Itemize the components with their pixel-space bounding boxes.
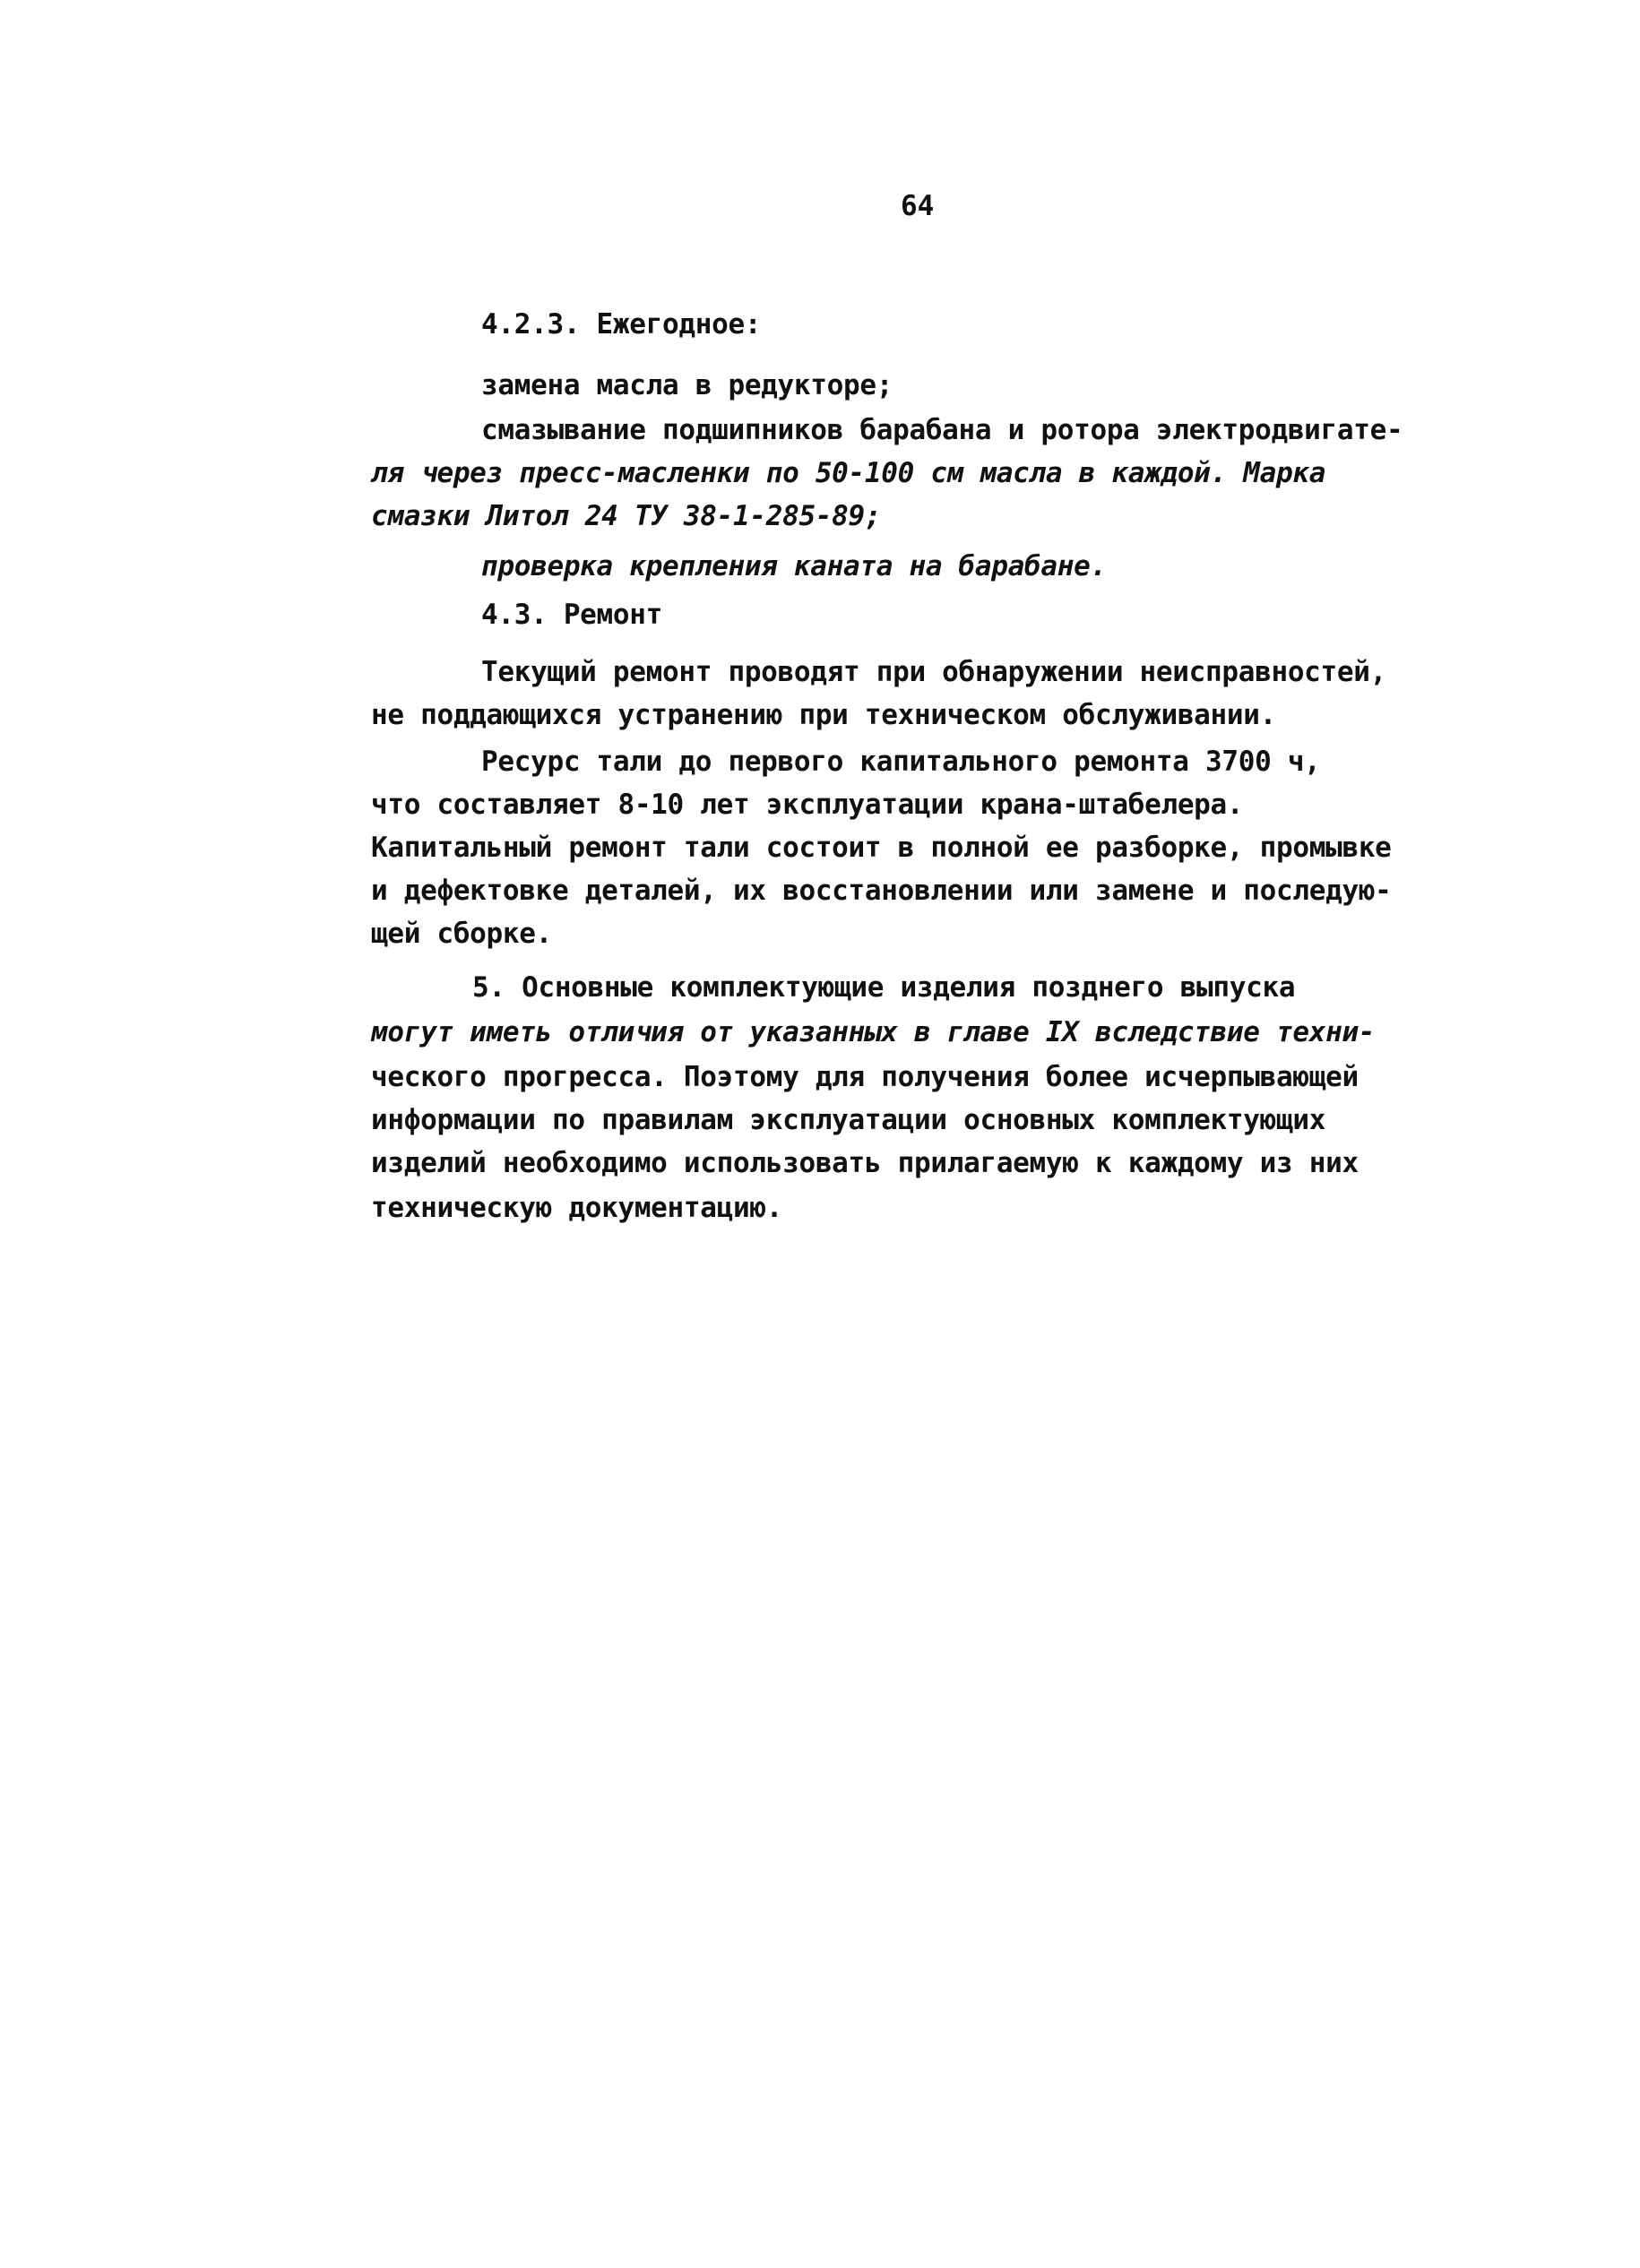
list-item-lubrication-line-2: ля через пресс-масленки по 50-100 см масла в каждой. Марка: [371, 457, 1326, 489]
paragraph-resource-line-3: Капитальный ремонт тали состоит в полной ее разборке, промывке: [371, 832, 1392, 864]
list-item-lubrication-line-1: смазывание подшипников барабана и ротора электродвигате-: [481, 414, 1403, 446]
paragraph-resource-line-5: щей сборке.: [371, 918, 552, 950]
paragraph-resource-line-2: что составляет 8-10 лет эксплуатации крана-штабелера.: [371, 789, 1244, 821]
paragraph-section-5-line-4: информации по правилам эксплуатации основных комплектующих: [371, 1104, 1326, 1136]
paragraph-section-5-line-6: техническую документацию.: [371, 1192, 783, 1224]
list-item-rope-check: проверка крепления каната на барабане.: [481, 550, 1107, 582]
section-heading-4-2-3: 4.2.3. Ежегодное:: [481, 308, 762, 341]
paragraph-section-5-line-1: 5. Основные комплектующие изделия позднего выпуска: [472, 971, 1296, 1004]
paragraph-current-repair-line-1: Текущий ремонт проводят при обнаружении неисправностей,: [481, 656, 1386, 688]
page-number: 64: [901, 190, 935, 222]
list-item-lubrication-line-3: смазки Литол 24 ТУ 38-1-285-89;: [371, 500, 882, 532]
paragraph-section-5-line-3: ческого прогресса. Поэтому для получения более исчерпывающей: [371, 1061, 1359, 1093]
paragraph-section-5-line-5: изделий необходимо использовать прилагаемую к каждому из них: [371, 1147, 1359, 1179]
paragraph-resource-line-1: Ресурс тали до первого капитального ремонта 3700 ч,: [481, 746, 1321, 778]
paragraph-current-repair-line-2: не поддающихся устранению при техническом обслуживании.: [371, 699, 1276, 731]
paragraph-section-5-line-2: могут иметь отличия от указанных в главе IX вследствие техни-: [371, 1016, 1376, 1048]
paragraph-resource-line-4: и дефектовке деталей, их восстановлении или замене и последую-: [371, 875, 1392, 907]
section-heading-4-3: 4.3. Ремонт: [481, 599, 662, 631]
list-item-oil-change: замена масла в редукторе;: [481, 369, 893, 401]
